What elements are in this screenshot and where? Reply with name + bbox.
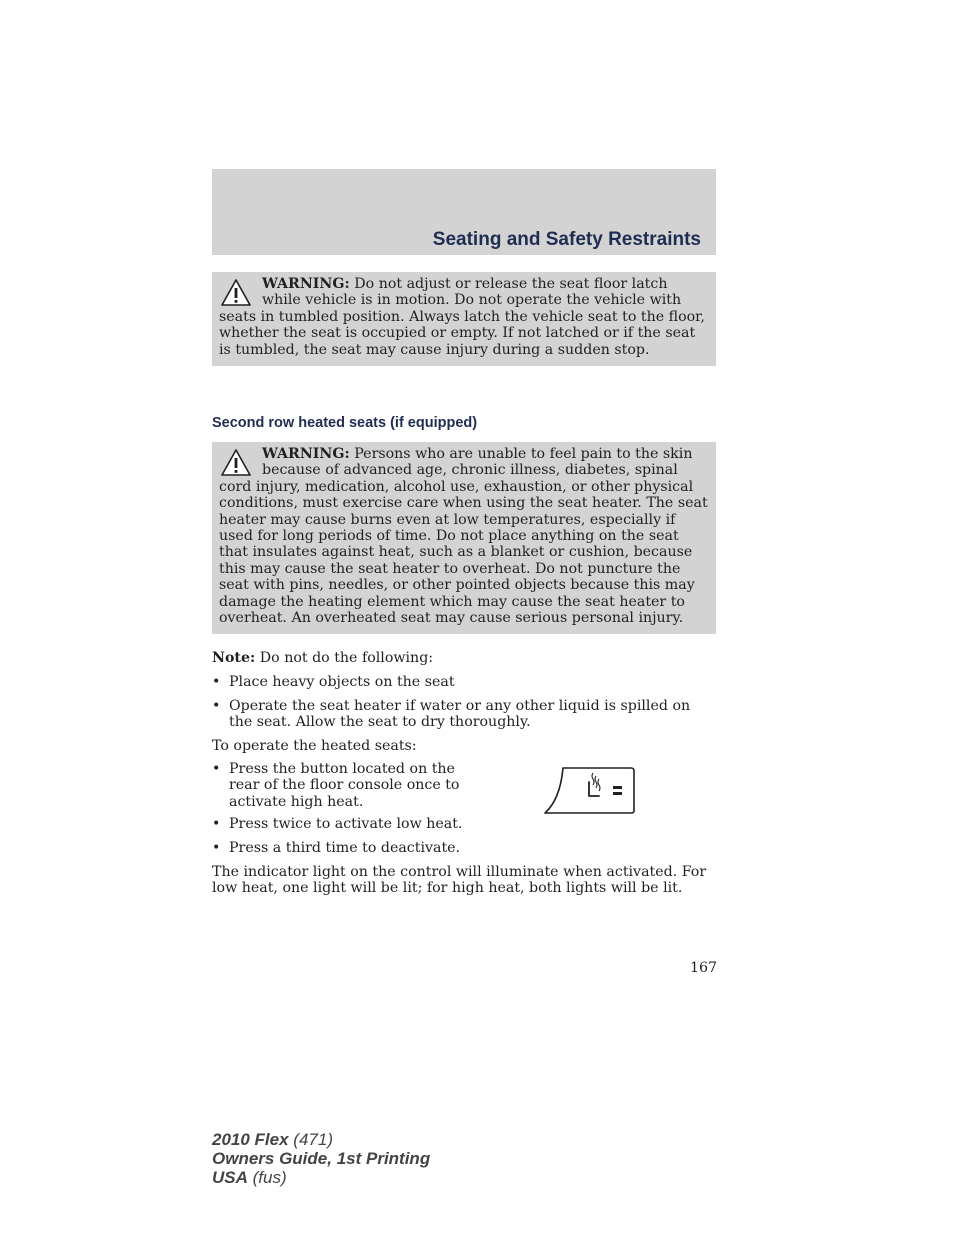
footer bbox=[212, 1130, 430, 1187]
note-paragraph bbox=[212, 650, 716, 666]
warning-box-seat-latch bbox=[212, 272, 716, 366]
list-item: • Operate the seat heater if water or any other liquid is spilled on the seat. Allow the seat to dry thoroughly. bbox=[212, 698, 691, 731]
footer-market: USA bbox=[212, 1168, 248, 1187]
warning-triangle-icon bbox=[220, 448, 252, 478]
section-header-bar bbox=[212, 169, 716, 255]
note-label: Note: bbox=[212, 650, 256, 666]
warning-triangle-icon bbox=[220, 278, 252, 308]
page-number: 167 bbox=[690, 960, 718, 976]
list-item: • Press twice to activate low heat. bbox=[212, 816, 463, 832]
bullet-dot: • bbox=[212, 840, 221, 856]
bullet-dot: • bbox=[212, 816, 221, 832]
bullet-dot: • bbox=[212, 698, 221, 714]
section-title: Seating and Safety Restraints bbox=[432, 229, 701, 250]
note-text: Do not do the following: bbox=[259, 650, 434, 666]
indicator-paragraph: The indicator light on the control will illuminate when activated. For low heat, one light will be lit; for high heat, both lights will be lit. bbox=[212, 864, 707, 897]
list-item: • Press the button located on the rear of the floor console once to activate high heat. bbox=[212, 761, 460, 810]
heated-seat-control-figure bbox=[543, 764, 637, 818]
heated-seat-icon bbox=[543, 764, 637, 818]
list-item: • Place heavy objects on the seat bbox=[212, 674, 455, 690]
footer-model: 2010 Flex bbox=[212, 1130, 289, 1149]
footer-model-code: (471) bbox=[293, 1130, 333, 1149]
warning-text: Do not adjust or release the seat floor latch while vehicle is in motion. Do not operate the vehicle with seats in tumbled position. Always latch the vehicle seat to the floor, whether the seat is occupied or empty. If not latched or if the seat is tumbled, the seat may cause injury during a sudden stop. bbox=[219, 276, 705, 358]
warning-label: WARNING: bbox=[262, 446, 350, 462]
bullet-dot: • bbox=[212, 674, 221, 690]
subheading-heated-seats: Second row heated seats (if equipped) bbox=[212, 415, 478, 431]
operate-intro: To operate the heated seats: bbox=[212, 738, 417, 754]
warning-box-seat-heater bbox=[212, 442, 716, 634]
footer-market-code: (fus) bbox=[252, 1168, 287, 1187]
warning-label: WARNING: bbox=[262, 276, 350, 292]
list-item: • Press a third time to deactivate. bbox=[212, 840, 461, 856]
bullet-dot: • bbox=[212, 761, 221, 777]
footer-guide: Owners Guide, 1st Printing bbox=[212, 1149, 431, 1168]
warning-text: Persons who are unable to feel pain to the skin because of advanced age, chronic illness, diabetes, spinal cord injury, medication, alcohol use, exhaustion, or other physical conditions, must exercise care when using the seat heater. The seat heater may cause burns even at low temperatures, especially if used for long periods of time. Do not place anything on the seat that insulates against heat, such as a blanket or cushion, because this may cause the seat heater to overheat. Do not puncture the seat with pins, needles, or other pointed objects because this may damage the heating element which may cause the seat heater to overheat. An overheated seat may cause serious personal injury. bbox=[219, 446, 708, 627]
